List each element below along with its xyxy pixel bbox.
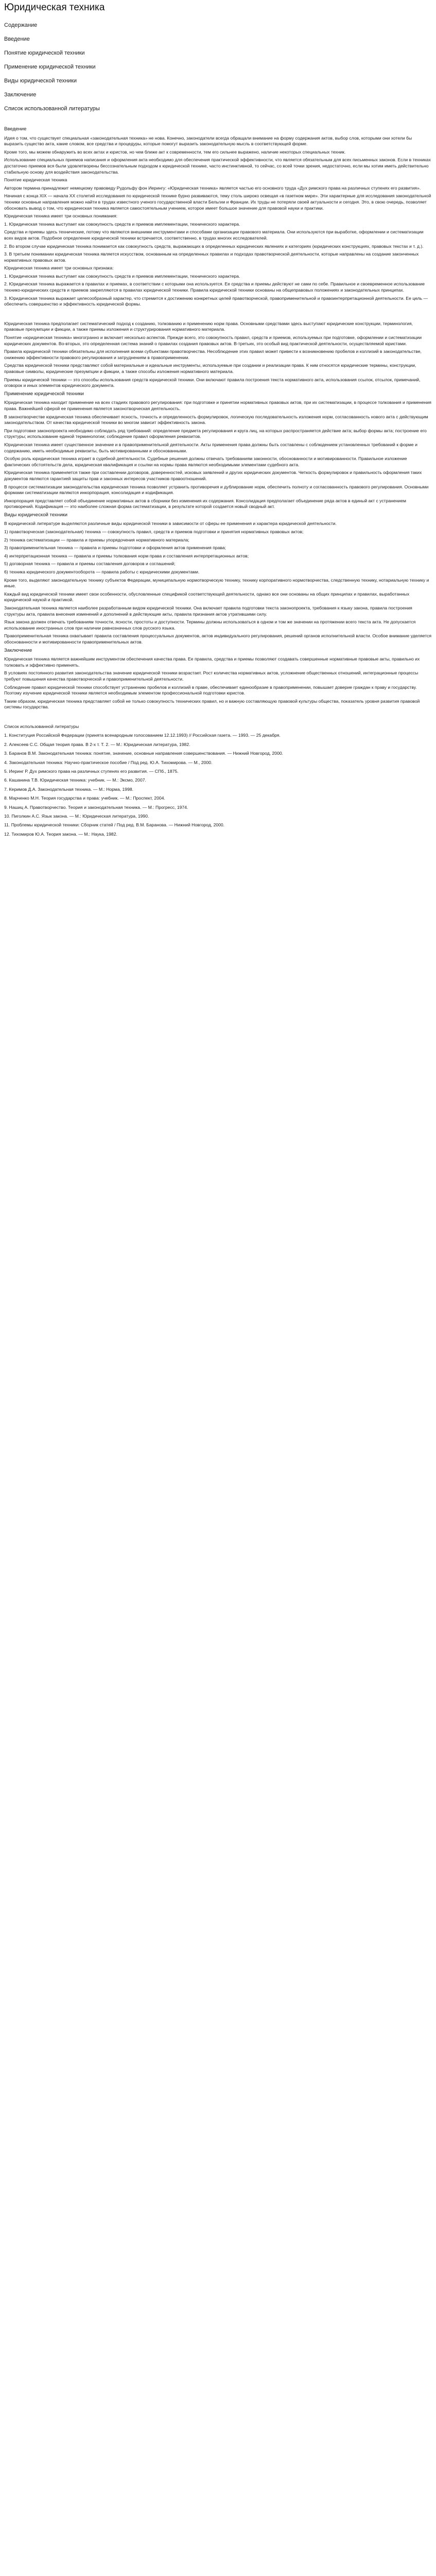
paragraph: Юридическая техника имеет существенное значение и в правоприменительной деятельности. Акты применения права должны быть составлены с соблюдением установленных требований к форме и содержанию, иметь необходимые реквизиты, быть мотивированными и обоснованными. [4, 442, 417, 453]
paragraph: Кроме того, выделяют законодательную технику субъектов Федерации, муниципальную нормотворческую технику, технику корпоративного нормотворчества, следственную технику, нотариальную технику и иные. [4, 577, 429, 589]
reference-item: 6. Кашанина Т.В. Юридическая техника: учебник. — М.: Эксмо, 2007. [4, 777, 146, 783]
toc-item[interactable]: Понятие юридической техники [4, 50, 85, 56]
paragraph: Юридическая техника предполагает систематический подход к созданию, толкованию и применению норм права. Основными средствами здесь выступают юридические конструкции, терминология, правовые презумпции и фикции, а также приемы изложения и структурирования нормативного материала. [4, 320, 413, 332]
reference-item: 3. Баранов В.М. Законодательная техника: понятие, значение, основные направления совершенствования. — Нижний Новгород, 2000. [4, 751, 284, 756]
paragraph: 2. Юридическая техника выражается в правилах и приемах, в соответствии с которыми она используется. Ее средства и приемы действуют не сами по себе. Правильное и своевременное использование технико-юридических средств и приемов закрепляются в правилах юридической техники. Правила юридической техники основаны на общеправовых положениях и законодательных принципах. [4, 281, 425, 293]
paragraph: Особую роль юридическая техника играет в судебной деятельности. Судебные решения должны отвечать требованиям законности, обоснованности и мотивированности. Правильное изложение фактических обстоятельств дела, юридическая квалификация и ссылки на нормы права являются необходимыми элементами судебного акта. [4, 456, 407, 467]
paragraph: 3) правоприменительная техника — правила и приемы подготовки и оформления актов применения права; [4, 545, 226, 551]
introduction-section [4, 126, 432, 308]
paragraph: Средства юридической техники представляют собой материальные и идеальные инструменты, используемые при создании и реализации права. К ним относятся юридические термины, конструкции, правовые символы, юридические презумпции и фикции, а также способы изложения нормативного материала. [4, 363, 416, 374]
toc-item[interactable]: Виды юридической техники [4, 78, 77, 84]
paragraph: Соблюдение правил юридической техники способствует устранению пробелов и коллизий в праве, обеспечивает единообразие в правоприменении, повышает доверие граждан к праву и государству. Поэтому изучение юридической техники является необходимым элементом профессиональной подготовки юристов. [4, 684, 417, 696]
paragraph: Понятие юридическая техника [4, 177, 67, 183]
paragraph: 6) техника юридического документооборота — правила работы с юридическими документами. [4, 569, 200, 575]
paragraph: В условиях постоянного развития законодательства значение юридической техники возрастает. Рост количества нормативных актов, усложнение общественных отношений, интеграционные процессы требуют повышения качества правотворческой и правоприменительной деятельности. [4, 670, 418, 682]
paragraph: 5) договорная техника — правила и приемы составления договоров и соглашений; [4, 561, 176, 567]
reference-item: 9. Нашиц А. Правотворчество. Теория и законодательная техника. — М.: Прогресс, 1974. [4, 804, 188, 810]
paragraph: 1. Юридическая техника выступает как совокупность средств и приемов имплементации, технического характера. [4, 273, 240, 279]
paragraph: Юридическая техника имеет три основных понимания: [4, 213, 118, 219]
paragraph: В процессе систематизации законодательства юридическая техника позволяет устранить противоречия и дублирование норм, обеспечить полноту и согласованность правового регулирования. Основными формами систематизации являются инкорпорация, консолидация и кодификация. [4, 484, 429, 496]
reference-item: 10. Пиголкин А.С. Язык закона. — М.: Юридическая литература, 1990. [4, 813, 149, 819]
section-heading: Список использованной литературы [4, 723, 79, 729]
paragraph: Таким образом, юридическая техника представляет собой не только совокупность технических правил, но и важную составляющую правовой культуры общества, показатель уровня развития правовой системы государства. [4, 698, 420, 710]
table-of-contents [4, 22, 432, 113]
paragraph: 2) техника систематизации — правила и приемы упорядочения нормативного материала; [4, 537, 189, 543]
paragraph: Идея о том, что существует специальная «законодательная техника» не нова. Конечно, законодатели всегда обращали внимание на форму содержания актов, выбор слов, которыми они хотели бы выразить существо акта, какие словом, все средства и процедуры, которые помогут выразить законодательную мысль в соответствующей форме. [4, 135, 412, 147]
paragraph: Автором термина принадлежит немецкому правоведу Рудольфу фон Иерингу: «Юридическая техника» является частью его основного труда «Дух римского права на различных ступенях его развития». [4, 185, 421, 191]
paragraph: Юридическая техника применяется также при составлении договоров, доверенностей, исковых заявлений и других юридических документов. Четкость формулировок и правильность оформления таких документов являются гарантией защиты прав и законных интересов участников правоотношений. [4, 470, 422, 481]
paragraph: Кроме того, мы можем обнаружить во всех актах и юристов, но чем ближе акт к современности, тем его сильнее выражено, наличие некоторых специальных техник. [4, 149, 346, 155]
paragraph: Правила юридической техники обязательны для исполнения всеми субъектами правотворчества. Несоблюдение этих правил может привести к возникновению пробелов и коллизий в законодательстве, снижению эффективности правового регулирования и затруднениям в правоприменении. [4, 349, 422, 360]
toc-item[interactable]: Введение [4, 36, 30, 42]
toc-item[interactable]: Применение юридической техники [4, 64, 96, 70]
toc-item[interactable]: Заключение [4, 92, 37, 98]
paragraph: Правоприменительная техника охватывает правила составления процессуальных документов, актов индивидуального регулирования, решений органов исполнительной власти. Особое внимание уделяется обоснованности и мотивированности правоприменительных актов. [4, 633, 432, 645]
paragraph: Язык закона должен отвечать требованиям точности, ясности, простоты и доступности. Термины должны использоваться в одном и том же значении на протяжении всего текста акта. Не допускается использование иностранных слов при наличии равнозначных слов русского языка. [4, 619, 416, 631]
reference-item: 11. Проблемы юридической техники: Сборник статей / Под ред. В.М. Баранова. — Нижний Новгород, 2000. [4, 822, 225, 828]
toc-item[interactable]: Содержание [4, 22, 38, 28]
paragraph: Начиная с конца XIX — начала XX столетий исследования по юридической технике бурно развиваются, тему столь широко освещая «в газетном мире». Эти характерные для исследования законодательной техники основные направления можно найти в трудах известного ученого государственной власти Бельгии и Франции. Их труды не потеряли своей актуальности и сегодня. Это, в свою очередь, позволяет обосновать вывод о том, что юридическая техника является самостоятельным учением, которое имеет большое значение для правовой науки и практики. [4, 193, 431, 211]
paragraph: 4) интерпретационная техника — правила и приемы толкования норм права и составления интерпретационных актов; [4, 553, 249, 558]
paragraph: В юридической литературе выделяются различные виды юридической техники в зависимости от сферы ее применения и характера юридической деятельности. [4, 521, 337, 527]
paragraph: Средства и приемы здесь технические, потому что являются внешними инструментами и способами организации правового материала. Они используются при выработке, оформлении и систематизации всех видов актов. Подобное определение юридической техники встречается, соответственно, в трудах многих исследователей. [4, 229, 424, 241]
section-heading: Заключение [4, 647, 32, 653]
paragraph: 1) правотворческая (законодательная) техника — совокупность правил, средств и приемов подготовки и принятия нормативных правовых актов; [4, 529, 304, 535]
reference-item: 12. Тихомиров Ю.А. Теория закона. — М.: Наука, 1982. [4, 831, 117, 837]
reference-item: 8. Марченко М.Н. Теория государства и права: учебник. — М.: Проспект, 2004. [4, 795, 165, 801]
paragraph: Каждый вид юридической техники имеет свои особенности, обусловленные спецификой соответствующей деятельности, однако все они основаны на общих принципах и правилах, выработанных юридической наукой и практикой. [4, 591, 410, 603]
section-heading: Введение [4, 126, 27, 132]
reference-item: 1. Конституция Российской Федерации (принята всенародным голосованием 12.12.1993) // Российская газета. — 1993. — 25 декабря. [4, 733, 281, 738]
reference-item: 2. Алексеев С.С. Общая теория права. В 2-х т. Т. 2. — М.: Юридическая литература, 1982. [4, 741, 190, 747]
paragraph: При подготовке законопроекта необходимо соблюдать ряд требований: определение предмета регулирования и круга лиц, на которых распространяется действие акта; выбор формы акта; построение его структуры; использование единой терминологии; соблюдение правил оформления реквизитов. [4, 428, 427, 439]
reference-item: 7. Керимов Д.А. Законодательная техника. — М.: Норма, 1998. [4, 786, 134, 792]
paragraph: Инкорпорация представляет собой объединение нормативных актов в сборники без изменения их содержания. Консолидация предполагает объединение ряда актов в единый акт с устранением противоречий. Кодификация — это наиболее сложная форма систематизации, в результате которой создается новый сводный акт. [4, 498, 406, 510]
reference-item: 5. Иеринг Р. Дух римского права на различных ступенях его развития. — СПб., 1875. [4, 768, 179, 774]
references-section [4, 724, 432, 837]
paragraph: Использование специальных приемов написания и оформления акта необходимо для обеспечения практической эффективности, что является обязательным для всех письменных законов. Если в техниках достаточно приемов вся были удовлетворены бессознательным подходом к юридической технике, часто инстинктивной, то сейчас, со всей точки зрения, недостаточно, если мы хотим иметь действительно стабильную основу для воздействия законодательства. [4, 157, 431, 175]
paragraph: Понятие «юридическая техника» многогранно и включает несколько аспектов. Прежде всего, это совокупность правил, средств и приемов, используемых при подготовке, оформлении и систематизации юридических документов. Во-вторых, это определенная система знаний о правилах создания правовых актов. В-третьих, это особый вид практической деятельности, осуществляемой юристами. [4, 335, 422, 346]
paragraph: Юридическая техника имеет три основных признака: [4, 265, 114, 271]
paragraph: 3. Юридическая техника выражает целесообразный характер, что стремится к достижению конкретных целей правотворческой, правоприменительной и правоинтерпретационной деятельности. Ее цель — обеспечить совершенство и эффективность юридической формы. [4, 295, 428, 307]
reference-item: 4. Законодательная техника: Научно-практическое пособие / Под ред. Ю.А. Тихомирова. — М., 2000. [4, 759, 213, 765]
paragraph: Юридическая техника является важнейшим инструментом обеспечения качества права. Ее правила, средства и приемы позволяют создавать совершенные нормативные правовые акты, правильно их толковать и эффективно применять. [4, 656, 420, 668]
page-title: Юридическая техника [4, 2, 105, 13]
section-heading: Применение юридической техники [4, 391, 84, 397]
body-section [4, 321, 432, 710]
paragraph: 3. В третьем понимании юридическая техника является искусством, основанным на определенных правилах и подходах правотворческой деятельности, которые направлены на создание законченных нормативных правовых актов. [4, 251, 419, 263]
paragraph: Приемы юридической техники — это способы использования средств юридической техники. Они включают правила построения текста нормативного акта, использования ссылок, отсылок, примечаний, оговорок и иных элементов юридического документа. [4, 377, 421, 388]
paragraph: Юридическая техника находит применение на всех стадиях правового регулирования: при подготовке и принятии нормативных правовых актов, при их систематизации, в процессе толкования и применения права. Важнейшей сферой ее применения является законотворческая деятельность. [4, 400, 431, 411]
toc-item[interactable]: Список использованной литературы [4, 106, 100, 112]
paragraph: 1. Юридическая техника выступает как совокупность средств и приемов имплементации, технического характера. [4, 221, 240, 227]
paragraph: Законодательная техника является наиболее разработанным видом юридической техники. Она включает правила подготовки текста законопроекта, требования к языку закона, правила построения структуры акта, правила внесения изменений и дополнений в действующие акты, правила признания актов утратившими силу. [4, 605, 412, 617]
paragraph: 2. Во втором случае юридическая техника понимается как совокупность средств, выражающих в определенных юридических явлениях и категориях (юридических конструкциях, правовых текстах и т. д.). [4, 243, 424, 249]
paragraph: В законотворчестве юридическая техника обеспечивает ясность, точность и определенность формулировок, логическую последовательность изложения норм, согласованность нового акта с действующим законодательством. От качества юридической техники во многом зависит эффективность закона. [4, 414, 428, 426]
section-heading: Виды юридической техники [4, 512, 67, 518]
